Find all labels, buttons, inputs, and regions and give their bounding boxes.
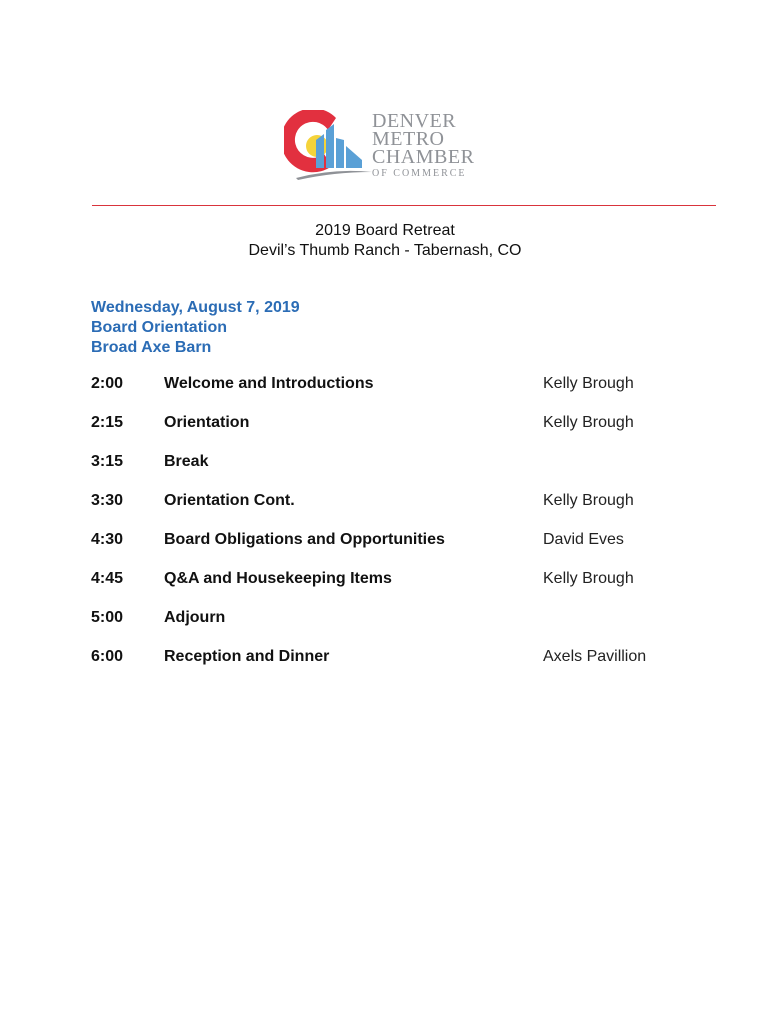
agenda-person: Kelly Brough xyxy=(543,570,634,587)
agenda-row xyxy=(91,609,711,648)
agenda-time: 6:00 xyxy=(91,648,124,665)
agenda-row xyxy=(91,570,711,609)
session-header xyxy=(91,298,300,358)
agenda-item: Orientation Cont. xyxy=(164,492,295,509)
logo-line-denver: DENVER xyxy=(372,110,457,132)
session-name: Board Orientation xyxy=(91,319,228,336)
agenda-table xyxy=(91,375,711,687)
chamber-logo-wordmark xyxy=(372,112,474,180)
session-location: Broad Axe Barn xyxy=(91,339,212,356)
agenda-item: Reception and Dinner xyxy=(164,648,330,665)
agenda-row xyxy=(91,453,711,492)
agenda-time: 2:00 xyxy=(91,375,124,392)
agenda-time: 3:30 xyxy=(91,492,124,509)
logo-line-of-commerce: OF COMMERCE xyxy=(372,168,467,179)
agenda-person: Kelly Brough xyxy=(543,375,634,392)
agenda-time: 3:15 xyxy=(91,453,124,470)
agenda-time: 2:15 xyxy=(91,414,124,431)
agenda-item: Adjourn xyxy=(164,609,226,626)
session-date: Wednesday, August 7, 2019 xyxy=(91,299,300,316)
agenda-row xyxy=(91,492,711,531)
agenda-person: David Eves xyxy=(543,531,624,548)
logo-line-metro: METRO xyxy=(372,128,445,150)
header-divider xyxy=(92,205,716,206)
agenda-person: Kelly Brough xyxy=(543,414,634,431)
agenda-row xyxy=(91,648,711,687)
agenda-time: 4:30 xyxy=(91,531,124,548)
agenda-row xyxy=(91,531,711,570)
agenda-time: 5:00 xyxy=(91,609,124,626)
agenda-person: Kelly Brough xyxy=(543,492,634,509)
agenda-item: Board Obligations and Opportunities xyxy=(164,531,445,548)
chamber-logo-mark xyxy=(284,110,374,186)
document-title: 2019 Board Retreat xyxy=(315,222,455,239)
agenda-item: Orientation xyxy=(164,414,250,431)
document-subtitle: Devil’s Thumb Ranch - Tabernash, CO xyxy=(248,242,522,259)
agenda-item: Q&A and Housekeeping Items xyxy=(164,570,392,587)
agenda-item: Break xyxy=(164,453,209,470)
agenda-row xyxy=(91,414,711,453)
agenda-row xyxy=(91,375,711,414)
agenda-person: Axels Pavillion xyxy=(543,648,647,665)
chamber-logo xyxy=(284,110,484,186)
agenda-time: 4:45 xyxy=(91,570,124,587)
agenda-item: Welcome and Introductions xyxy=(164,375,374,392)
logo-line-chamber: CHAMBER xyxy=(372,146,475,168)
